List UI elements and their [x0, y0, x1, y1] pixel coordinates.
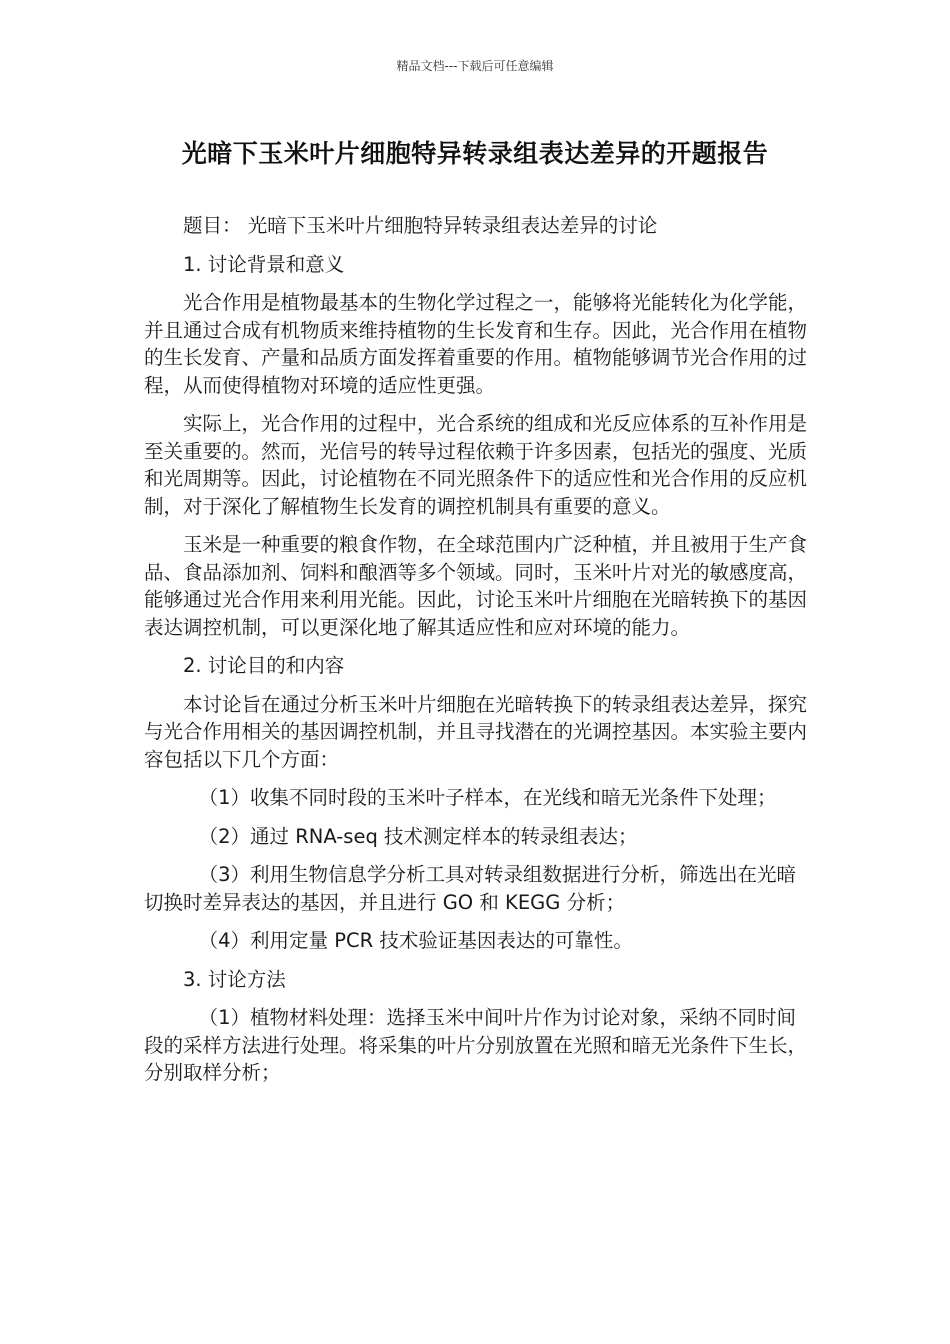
section-heading-methods: 3. 讨论方法: [183, 967, 286, 991]
body-paragraph: 本讨论旨在通过分析玉米叶片细胞在光暗转换下的转录组表达差异，探究与光合作用相关的基因调控机制，并且寻找潜在的光调控基因。本实验主要内容包括以下几个方面：: [144, 692, 808, 771]
page-header: 精品文档---下载后可任意编辑: [396, 59, 554, 73]
body-paragraph: 玉米是一种重要的粮食作物，在全球范围内广泛种植，并且被用于生产食品、食品添加剂、饲料和酿酒等多个领域。同时，玉米叶片对光的敏感度高，能够通过光合作用来利用光能。因此，讨论玉米叶片细胞在光暗转换下的基因表达调控机制，可以更深化地了解其适应性和应对环境的能力。: [144, 533, 808, 639]
list-item: （3）利用生物信息学分析工具对转录组数据进行分析，筛选出在光暗切换时差异表达的基因，并且进行 GO 和 KEGG 分析；: [144, 863, 797, 914]
document-body: [144, 212, 809, 1098]
topic-line: 题目： 光暗下玉米叶片细胞特异转录组表达差异的讨论: [183, 214, 658, 237]
section-heading-background: 1. 讨论背景和意义: [183, 252, 345, 276]
body-paragraph: 光合作用是植物最基本的生物化学过程之一，能够将光能转化为化学能，并且通过合成有机物质来维持植物的生长发育和生存。因此，光合作用在植物的生长发育、产量和品质方面发挥着重要的作用。植物能够调节光合作用的过程，从而使得植物对环境的适应性更强。: [144, 291, 808, 397]
list-item: （4）利用定量 PCR 技术验证基因表达的可靠性。: [198, 929, 633, 952]
list-item: （1）植物材料处理：选择玉米中间叶片作为讨论对象，采纳不同时间段的采样方法进行处理。将采集的叶片分别放置在光照和暗无光条件下生长，分别取样分析；: [144, 1006, 808, 1084]
body-paragraph: 实际上，光合作用的过程中，光合系统的组成和光反应体系的互补作用是至关重要的。然而，光信号的转导过程依赖于许多因素，包括光的强度、光质和光周期等。因此，讨论植物在不同光照条件下的适应性和光合作用的反应机制，对于深化了解植物生长发育的调控机制具有重要的意义。: [144, 412, 808, 518]
list-item: （2）通过 RNA-seq 技术测定样本的转录组表达；: [198, 824, 638, 848]
section-heading-purpose: 2. 讨论目的和内容: [183, 654, 345, 677]
document-title: 光暗下玉米叶片细胞特异转录组表达差异的开题报告: [181, 139, 769, 168]
list-item: （1）收集不同时段的玉米叶子样本，在光线和暗无光条件下处理；: [198, 786, 777, 809]
